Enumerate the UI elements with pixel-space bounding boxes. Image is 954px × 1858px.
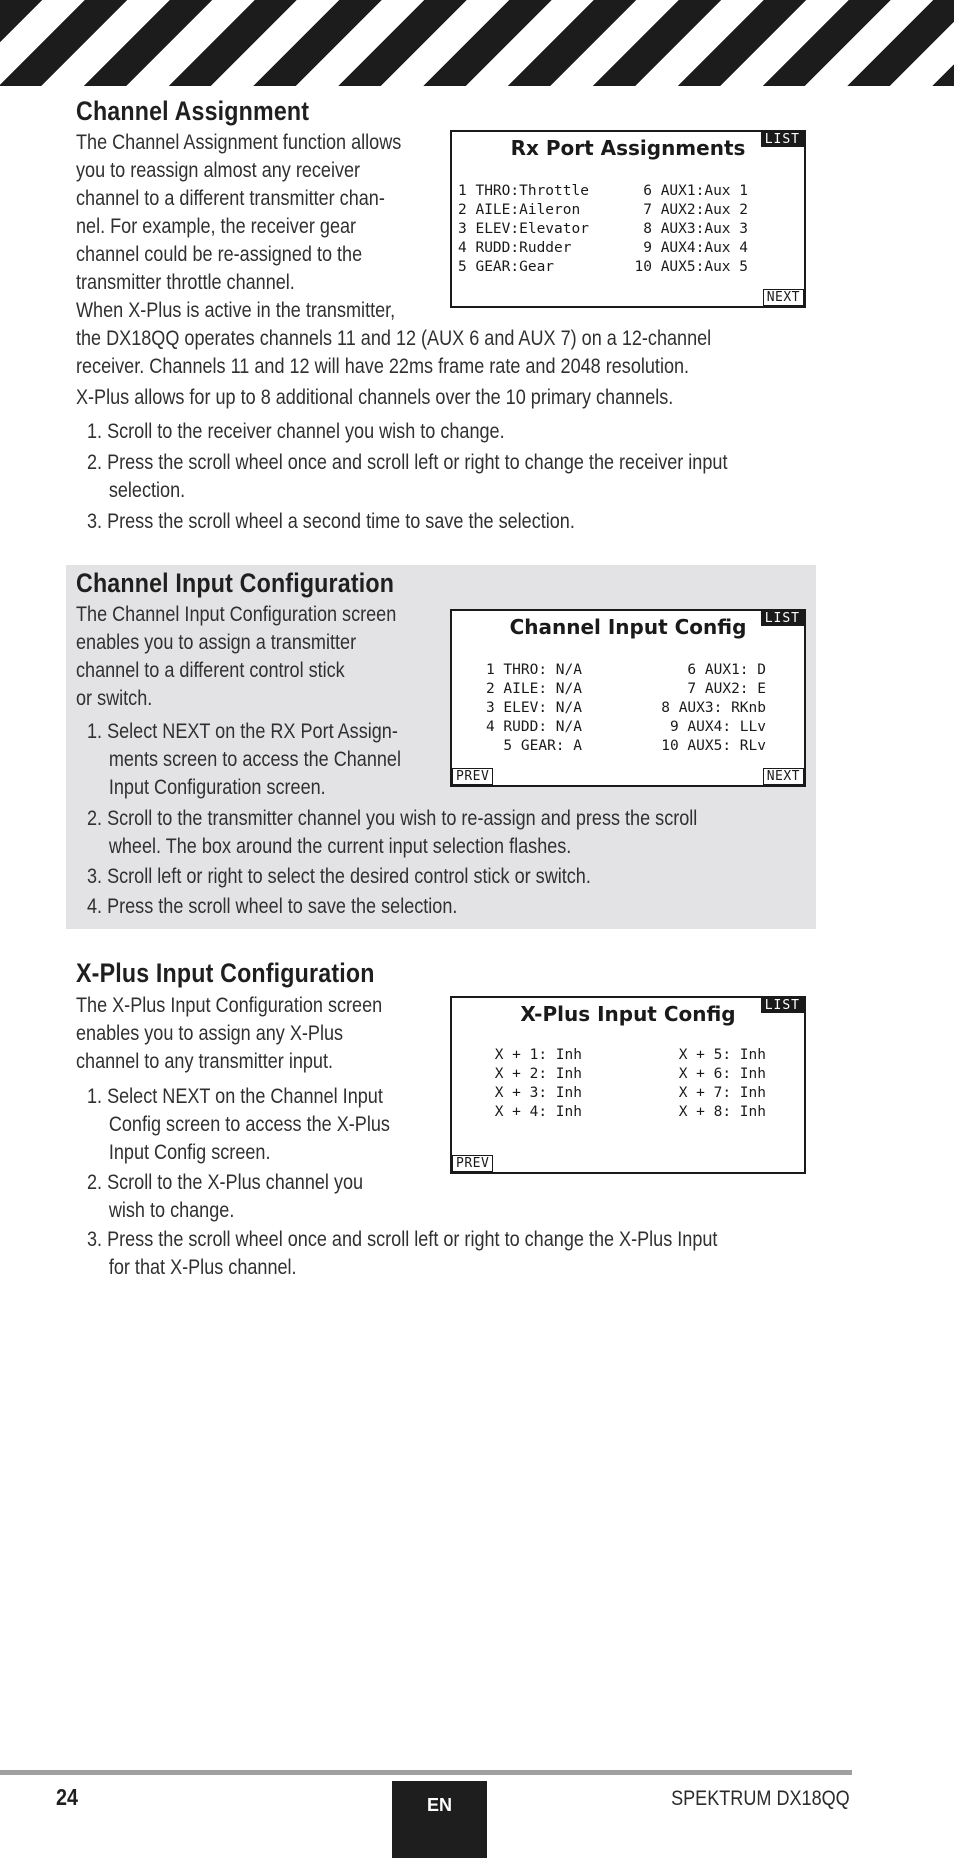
rx-port-assignments-screen <box>450 130 806 308</box>
screen-title: Channel Input Config <box>509 615 747 639</box>
input-row[interactable]: 6 AUX1: D <box>687 662 766 678</box>
xplus-row[interactable]: X + 7: Inh <box>678 1085 766 1101</box>
channel-list-left <box>462 661 582 756</box>
input-row[interactable]: 7 AUX2: E <box>687 681 766 697</box>
channel-row[interactable]: 8 AUX3:Aux 3 <box>643 221 748 237</box>
step-text: 3. Press the scroll wheel a second time to save the selection. <box>87 509 575 533</box>
input-row[interactable]: 3 ELEV: N/A <box>485 700 582 716</box>
text-line: transmitter throttle channel. <box>76 270 295 294</box>
section-title: Channel Assignment <box>76 96 310 126</box>
step-text: 2. Press the scroll wheel once and scroll left or right to change the receiver input <box>87 450 728 474</box>
intro-paragraph <box>76 600 396 712</box>
step-3 <box>87 507 575 535</box>
prev-button[interactable]: PREV <box>452 768 493 785</box>
list-tag: LIST <box>761 998 804 1013</box>
text-line: enables you to assign a transmitter <box>76 630 357 654</box>
step-text: 2. Scroll to the X-Plus channel you <box>87 1170 364 1194</box>
step-text: wish to change. <box>108 1198 235 1222</box>
step-text: 1. Scroll to the receiver channel you wish to change. <box>87 419 505 443</box>
channel-row[interactable]: 10 AUX5:Aux 5 <box>634 259 748 275</box>
step-text: for that X-Plus channel. <box>108 1255 297 1279</box>
input-row[interactable]: 9 AUX4: LLv <box>669 719 766 735</box>
xplus-list-right <box>638 1046 766 1122</box>
step-text: ments screen to access the Channel <box>108 747 401 771</box>
channel-row[interactable]: 7 AUX2:Aux 2 <box>643 202 748 218</box>
text-line: channel to any transmitter input. <box>76 1049 334 1073</box>
channel-list-right <box>635 182 749 277</box>
channel-row[interactable]: 4 RUDD:Rudder <box>458 240 572 256</box>
prev-button[interactable]: PREV <box>452 1155 493 1172</box>
step-text: Config screen to access the X-Plus <box>108 1112 390 1136</box>
input-row[interactable]: 4 RUDD: N/A <box>485 719 582 735</box>
text-line: The X-Plus Input Configuration screen <box>76 993 383 1017</box>
input-row[interactable]: 10 AUX5: RLv <box>661 738 766 754</box>
text-line: The Channel Input Configuration screen <box>76 602 397 626</box>
step-1 <box>87 717 401 801</box>
section-title: Channel Input Configuration <box>76 568 395 598</box>
step-1 <box>87 1082 390 1166</box>
text-line: you to reassign almost any receiver <box>76 158 361 182</box>
text-line: enables you to assign any X-Plus <box>76 1021 344 1045</box>
page-number: 24 <box>56 1784 79 1810</box>
footer-divider <box>0 1770 852 1775</box>
channel-row[interactable]: 5 GEAR:Gear <box>458 259 555 275</box>
step-text: wheel. The box around the current input selection flashes. <box>108 834 572 858</box>
xplus-list-left <box>462 1046 582 1122</box>
xplus-row[interactable]: X + 8: Inh <box>678 1104 766 1120</box>
step-text: 1. Select NEXT on the RX Port Assign- <box>87 719 398 743</box>
step-text: Input Configuration screen. <box>108 775 326 799</box>
channel-row[interactable]: 2 AILE:Aileron <box>458 202 581 218</box>
text-line: When X-Plus is active in the transmitter, <box>76 298 396 322</box>
step-3 <box>87 1225 717 1281</box>
text-line: channel could be re-assigned to the <box>76 242 363 266</box>
product-name: SPEKTRUM DX18QQ <box>671 1787 850 1810</box>
step-text: 1. Select NEXT on the Channel Input <box>87 1084 383 1108</box>
text-line: channel to a different transmitter chan- <box>76 186 385 210</box>
text-line: The Channel Assignment function allows <box>76 130 402 154</box>
input-row[interactable]: 2 AILE: N/A <box>485 681 582 697</box>
channel-row[interactable]: 6 AUX1:Aux 1 <box>643 183 748 199</box>
xplus-row[interactable]: X + 3: Inh <box>494 1085 582 1101</box>
xplus-row[interactable]: X + 5: Inh <box>678 1047 766 1063</box>
input-row[interactable]: 8 AUX3: RKnb <box>661 700 766 716</box>
step-2 <box>87 448 727 504</box>
list-tag: LIST <box>761 132 804 147</box>
channel-input-config-screen <box>450 609 806 787</box>
step-2 <box>87 804 697 860</box>
xplus-note: X-Plus allows for up to 8 additional channels over the 10 primary channels. <box>76 385 674 409</box>
xplus-row[interactable]: X + 1: Inh <box>494 1047 582 1063</box>
step-text: 2. Scroll to the transmitter channel you wish to re-assign and press the scroll <box>87 806 698 830</box>
next-button[interactable]: NEXT <box>763 289 804 306</box>
step-text: 3. Scroll left or right to select the desired control stick or switch. <box>87 864 591 888</box>
input-row[interactable]: 1 THRO: N/A <box>485 662 582 678</box>
text-line: channel to a different control stick <box>76 658 345 682</box>
step-text: Input Config screen. <box>108 1140 271 1164</box>
channel-row[interactable]: 1 THRO:Throttle <box>458 183 589 199</box>
xplus-input-config-screen <box>450 996 806 1174</box>
language-tab: EN <box>392 1781 487 1858</box>
step-text: 3. Press the scroll wheel once and scroll left or right to change the X-Plus Input <box>87 1227 718 1251</box>
text-line: or switch. <box>76 686 153 710</box>
text-line: the DX18QQ operates channels 11 and 12 (AUX 6 and AUX 7) on a 12-channel <box>76 326 712 350</box>
step-text: 4. Press the scroll wheel to save the selection. <box>87 894 458 918</box>
step-1 <box>87 417 505 445</box>
text-line: nel. For example, the receiver gear <box>76 214 357 238</box>
xplus-row[interactable]: X + 6: Inh <box>678 1066 766 1082</box>
hazard-stripe-banner <box>0 0 954 86</box>
text-line: receiver. Channels 11 and 12 will have 22ms frame rate and 2048 resolution. <box>76 354 690 378</box>
step-4 <box>87 892 457 920</box>
channel-list-left <box>458 182 589 277</box>
channel-list-right <box>648 661 766 756</box>
step-3 <box>87 862 591 890</box>
step-2 <box>87 1168 363 1224</box>
xplus-row[interactable]: X + 4: Inh <box>494 1104 582 1120</box>
channel-row[interactable]: 3 ELEV:Elevator <box>458 221 589 237</box>
screen-title: Rx Port Assignments <box>510 136 746 160</box>
intro-paragraph <box>76 991 382 1075</box>
step-text: selection. <box>108 478 186 502</box>
section-title: X-Plus Input Configuration <box>76 958 375 988</box>
xplus-row[interactable]: X + 2: Inh <box>494 1066 582 1082</box>
screen-title: X-Plus Input Config <box>520 1002 736 1026</box>
input-row[interactable]: 5 GEAR: A <box>503 738 582 754</box>
channel-row[interactable]: 9 AUX4:Aux 4 <box>643 240 748 256</box>
next-button[interactable]: NEXT <box>763 768 804 785</box>
list-tag: LIST <box>761 611 804 626</box>
